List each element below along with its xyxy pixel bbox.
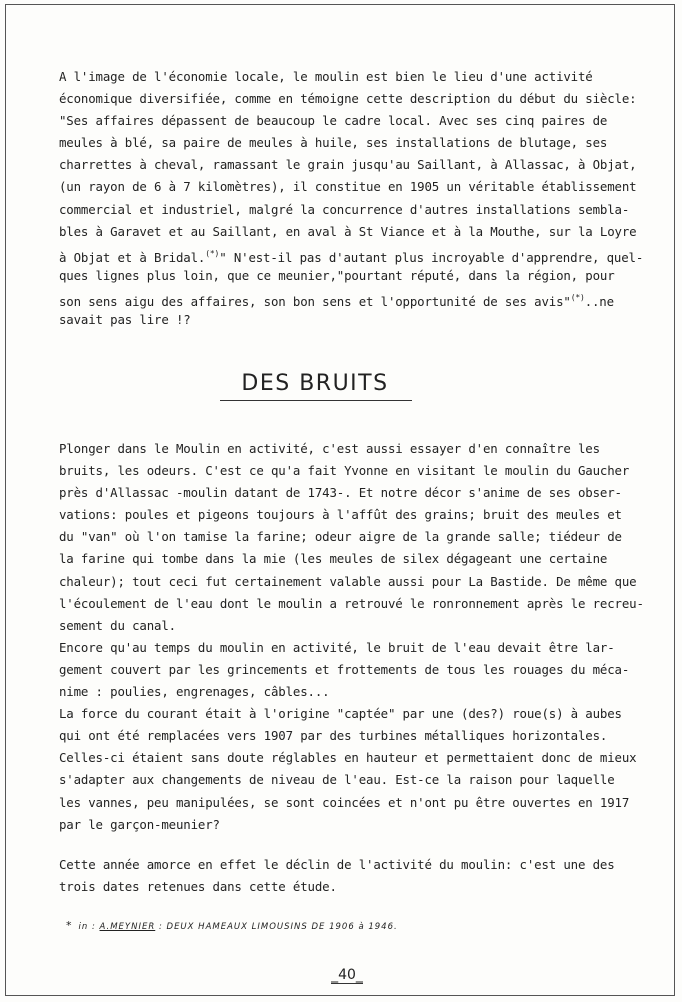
text-line: commercial et industriel, malgré la concurrence d'autres installations sembla- xyxy=(59,201,630,217)
footnote xyxy=(66,919,398,932)
text-line: du "van" où l'on tamise la farine; odeur aigre de la grande salle; tiédeur de xyxy=(59,529,622,545)
text-line: bruits, les odeurs. C'est ce qu'a fait Yvonne en visitant le moulin du Gaucher xyxy=(59,463,630,479)
text-line: Cette année amorce en effet le déclin de l'activité du moulin: c'est une des xyxy=(59,857,615,872)
text-line: s'adapter aux changements de niveau de l'eau. Est-ce la raison pour laquelle xyxy=(59,772,615,788)
text-fragment: son sens aigu des affaires, son bon sens et l'opportunité de ses avis" xyxy=(59,293,571,309)
paragraph-noises xyxy=(59,438,649,836)
footnote-mark: (*) xyxy=(570,292,585,302)
text-line: vations: poules et pigeons toujours à l'affût des grains; bruit des meules et xyxy=(59,507,622,523)
footnote-source: : DEUX HAMEAUX LIMOUSINS DE 1906 à 1946. xyxy=(158,922,398,932)
text-line: savait pas lire !? xyxy=(59,312,191,328)
text-line: nime : poulies, engrenages, câbles... xyxy=(59,684,330,700)
text-line: ques lignes plus loin, que ce meunier,"pourtant réputé, dans la région, pour xyxy=(59,267,615,283)
footnote-author: A.MEYNIER xyxy=(99,922,156,932)
text-line: A l'image de l'économie locale, le moulin est bien le lieu d'une activité xyxy=(59,69,593,84)
text-line: par le garçon-meunier? xyxy=(59,816,220,832)
text-line: sement du canal. xyxy=(59,617,176,633)
text-line: l'écoulement de l'eau dont le moulin a retrouvé le ronronnement après le recreu- xyxy=(59,595,644,611)
paragraph-economy xyxy=(59,66,649,331)
text-line: chaleur); tout ceci fut certainement valable aussi pour La Bastide. De même que xyxy=(59,573,637,589)
section-heading: DES BRUITS xyxy=(241,371,389,396)
text-line: près d'Allassac -moulin datant de 1743-. Et notre décor s'anime de ses obser- xyxy=(59,485,622,501)
page-number-text: _40_ xyxy=(331,967,363,983)
text-line: qui ont été remplacées vers 1907 par des turbines métalliques horizontales. xyxy=(59,728,608,744)
paragraph-decline xyxy=(59,854,649,898)
text-line: les vannes, peu manipulées, se sont coincées et n'ont pu être ouvertes en 1917 xyxy=(59,794,630,810)
text-line: trois dates retenues dans cette étude. xyxy=(59,879,337,895)
text-line: Plonger dans le Moulin en activité, c'est aussi essayer d'en connaître les xyxy=(59,441,600,456)
footnote-mark: (*) xyxy=(205,248,220,258)
text-line: meules à blé, sa paire de meules à huile, ses installations de blutage, ses xyxy=(59,135,608,151)
text-line xyxy=(59,287,649,309)
text-line xyxy=(59,243,649,265)
text-fragment: à Objat et à Bridal. xyxy=(59,249,206,265)
text-fragment: " N'est-il pas d'autant plus incroyable d'apprendre, quel- xyxy=(219,249,644,265)
text-line: bles à Garavet et au Saillant, en aval à St Viance et à la Mouthe, sur la Loyre xyxy=(59,223,637,239)
footnote-star: * xyxy=(66,919,73,932)
page-number xyxy=(322,967,372,983)
footnote-prefix: in : xyxy=(78,922,96,932)
text-line: gement couvert par les grincements et frottements de tous les rouages du méca- xyxy=(59,661,630,677)
text-line: La force du courant était à l'origine "captée" par une (des?) roue(s) à aubes xyxy=(59,706,622,722)
text-line: la farine qui tombe dans la mie (les meules de silex dégageant une certaine xyxy=(59,551,608,567)
text-line: Celles-ci étaient sans doute réglables en hauteur et permettaient donc de mieux xyxy=(59,750,637,766)
text-fragment: ..ne xyxy=(584,293,614,309)
text-line: économique diversifiée, comme en témoigne cette description du début du siècle: xyxy=(59,91,637,107)
text-line: charrettes à cheval, ramassant le grain jusqu'au Saillant, à Allassac, à Objat, xyxy=(59,157,637,173)
text-line: Encore qu'au temps du moulin en activité, le bruit de l'eau devait être lar- xyxy=(59,639,615,655)
text-line: "Ses affaires dépassent de beaucoup le cadre local. Avec ses cinq paires de xyxy=(59,113,608,129)
heading-underline xyxy=(220,400,412,401)
text-line: (un rayon de 6 à 7 kilomètres), il constitue en 1905 un véritable établissement xyxy=(59,179,637,195)
